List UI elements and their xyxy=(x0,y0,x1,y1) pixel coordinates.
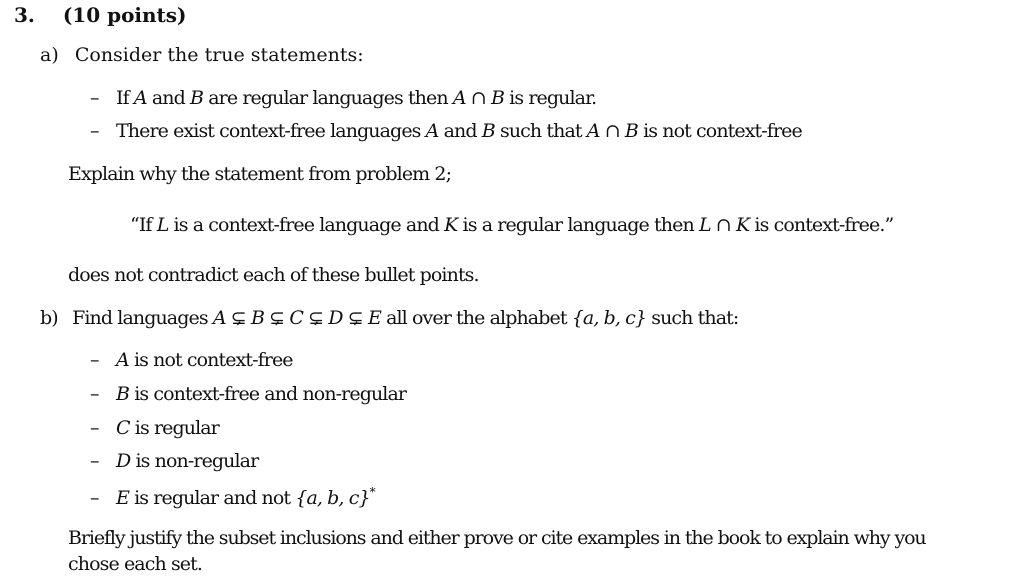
part-a-intro-text: Consider the true statements: xyxy=(74,44,364,66)
intersection-symbol: ∩ xyxy=(599,120,625,142)
proper-subset-symbol: ⊊ xyxy=(225,307,251,329)
proper-subset-symbol: ⊊ xyxy=(264,307,290,329)
problem-number: 3. xyxy=(14,3,35,27)
quoted-statement: “If L is a context-free language and K is a regular language then L ∩ K is context-free.” xyxy=(130,214,894,236)
part-b-intro: b) Find languages A ⊊ B ⊊ C ⊊ D ⊊ E all over the alphabet {a, b, c} such that: xyxy=(40,307,739,329)
part-a-intro xyxy=(40,46,364,65)
part-a-explain: Explain why the statement from problem 2; xyxy=(68,163,452,185)
part-b-bullet-5: – E is regular and not {a, b, c}* xyxy=(90,485,375,509)
part-a-bullet-1: – If A and B are regular languages then A ∩ B is regular. xyxy=(90,87,597,109)
intersection-symbol: ∩ xyxy=(465,87,491,109)
part-b-bullet-2: – B is context-free and non-regular xyxy=(90,383,407,405)
part-b-bullet-4: – D is non-regular xyxy=(90,450,259,472)
part-a-label: a) xyxy=(40,44,59,66)
part-a-conclusion: does not contradict each of these bullet points. xyxy=(68,264,479,286)
intersection-symbol: ∩ xyxy=(710,214,736,236)
dash-icon: – xyxy=(90,417,99,439)
justify-line-2: chose each set. xyxy=(68,553,203,575)
kleene-star: * xyxy=(369,485,375,499)
proper-subset-symbol: ⊊ xyxy=(302,307,329,329)
alphabet-set: {a, b, c} xyxy=(295,487,370,509)
alphabet-set: {a, b, c} xyxy=(571,307,647,329)
dash-icon: – xyxy=(90,349,99,371)
dash-icon: – xyxy=(90,87,99,109)
justify-line-1: Briefly justify the subset inclusions and either prove or cite examples in the book to explain why you xyxy=(68,527,926,549)
dash-icon: – xyxy=(90,120,99,142)
dash-icon: – xyxy=(90,383,99,405)
dash-icon: – xyxy=(90,450,99,472)
part-b-label: b) xyxy=(40,307,58,329)
part-a-bullet-2: – There exist context-free languages A and B such that A ∩ B is not context-free xyxy=(90,120,802,142)
dash-icon: – xyxy=(90,487,99,509)
problem-points: (10 points) xyxy=(62,3,187,27)
part-b-bullet-1: – A is not context-free xyxy=(90,349,293,371)
problem-header xyxy=(14,5,187,25)
part-b-bullet-3: – C is regular xyxy=(90,417,219,439)
proper-subset-symbol: ⊊ xyxy=(342,307,368,329)
